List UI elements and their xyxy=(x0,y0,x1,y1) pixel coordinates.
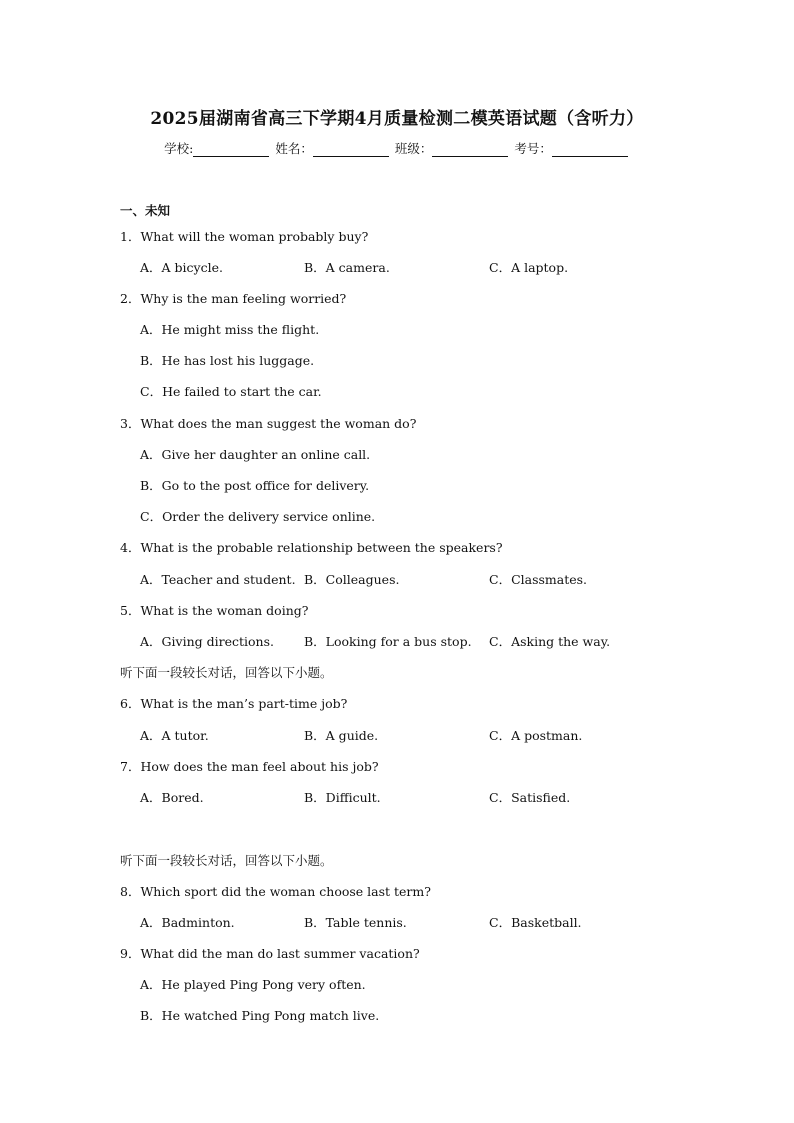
option-5c: C．Asking the way. xyxy=(489,634,611,649)
option-9a: A．He played Ping Pong very often. xyxy=(140,977,366,992)
question-number: 8． xyxy=(120,884,141,899)
option-1a: A．A bicycle. xyxy=(140,260,223,275)
question-number: 9． xyxy=(120,946,141,961)
page-title: 2025届湖南省高三下学期4月质量检测二模英语试题（含听力） xyxy=(150,109,644,129)
option-3b: B．Go to the post office for delivery. xyxy=(140,478,370,493)
exam-no-blank xyxy=(552,143,628,157)
exam-no-label: 考号： xyxy=(514,141,552,156)
option-3c: C．Order the delivery service online. xyxy=(140,509,376,524)
question-text: What did the man do last summer vacation? xyxy=(140,946,420,961)
name-blank xyxy=(313,143,389,157)
option-4c: C．Classmates. xyxy=(489,572,588,587)
option-7c: C．Satisfied. xyxy=(489,790,571,805)
option-5a: A．Giving directions. xyxy=(140,634,274,649)
option-4b: B．Colleagues. xyxy=(304,572,400,587)
option-2a: A．He might miss the flight. xyxy=(140,322,320,337)
question-text: How does the man feel about his job? xyxy=(140,759,379,774)
question-number: 5． xyxy=(120,603,141,618)
question-number: 7． xyxy=(120,759,141,774)
school-label: 学校: xyxy=(164,141,194,156)
question-number: 1． xyxy=(120,229,141,244)
option-8c: C．Basketball. xyxy=(489,915,582,930)
option-1b: B．A camera. xyxy=(304,260,390,275)
student-info-line xyxy=(0,139,794,157)
option-3a: A．Give her daughter an online call. xyxy=(140,447,371,462)
option-8b: B．Table tennis. xyxy=(304,915,407,930)
question-text: What will the woman probably buy? xyxy=(140,229,369,244)
question-text: Why is the man feeling worried? xyxy=(140,291,347,306)
question-text: What is the woman doing? xyxy=(140,603,309,618)
option-6a: A．A tutor. xyxy=(140,728,209,743)
question-9 xyxy=(120,945,420,963)
question-2 xyxy=(120,290,346,308)
question-1 xyxy=(120,228,368,246)
question-5 xyxy=(120,602,308,620)
question-text: What is the probable relationship between the speakers? xyxy=(140,540,503,555)
question-text: What is the man’s part-time job? xyxy=(140,696,348,711)
listening-instruction: 听下面一段较长对话，回答以下小题。 xyxy=(120,665,333,680)
option-6c: C．A postman. xyxy=(489,728,583,743)
school-blank xyxy=(193,143,269,157)
class-label: 班级： xyxy=(394,141,433,156)
option-7b: B．Difficult. xyxy=(304,790,381,805)
option-8a: A．Badminton. xyxy=(140,915,235,930)
question-text: Which sport did the woman choose last term? xyxy=(140,884,431,899)
question-number: 6． xyxy=(120,696,141,711)
question-number: 3． xyxy=(120,416,141,431)
question-8 xyxy=(120,883,431,901)
question-number: 4． xyxy=(120,540,141,555)
question-4 xyxy=(120,539,503,557)
name-label: 姓名： xyxy=(275,141,313,156)
question-6 xyxy=(120,695,347,713)
option-2c: C．He failed to start the car. xyxy=(140,384,322,399)
option-9b: B．He watched Ping Pong match live. xyxy=(140,1008,380,1023)
option-7a: A．Bored. xyxy=(140,790,204,805)
option-6b: B．A guide. xyxy=(304,728,379,743)
question-number: 2． xyxy=(120,291,141,306)
option-1c: C．A laptop. xyxy=(489,260,569,275)
option-5b: B．Looking for a bus stop. xyxy=(304,634,472,649)
listening-instruction: 听下面一段较长对话，回答以下小题。 xyxy=(120,853,333,868)
option-2b: B．He has lost his luggage. xyxy=(140,353,315,368)
class-blank xyxy=(432,143,508,157)
question-3 xyxy=(120,415,416,433)
section-heading: 一、未知 xyxy=(120,203,171,218)
question-7 xyxy=(120,758,379,776)
option-4a: A．Teacher and student. xyxy=(140,572,296,587)
question-text: What does the man suggest the woman do? xyxy=(140,416,417,431)
